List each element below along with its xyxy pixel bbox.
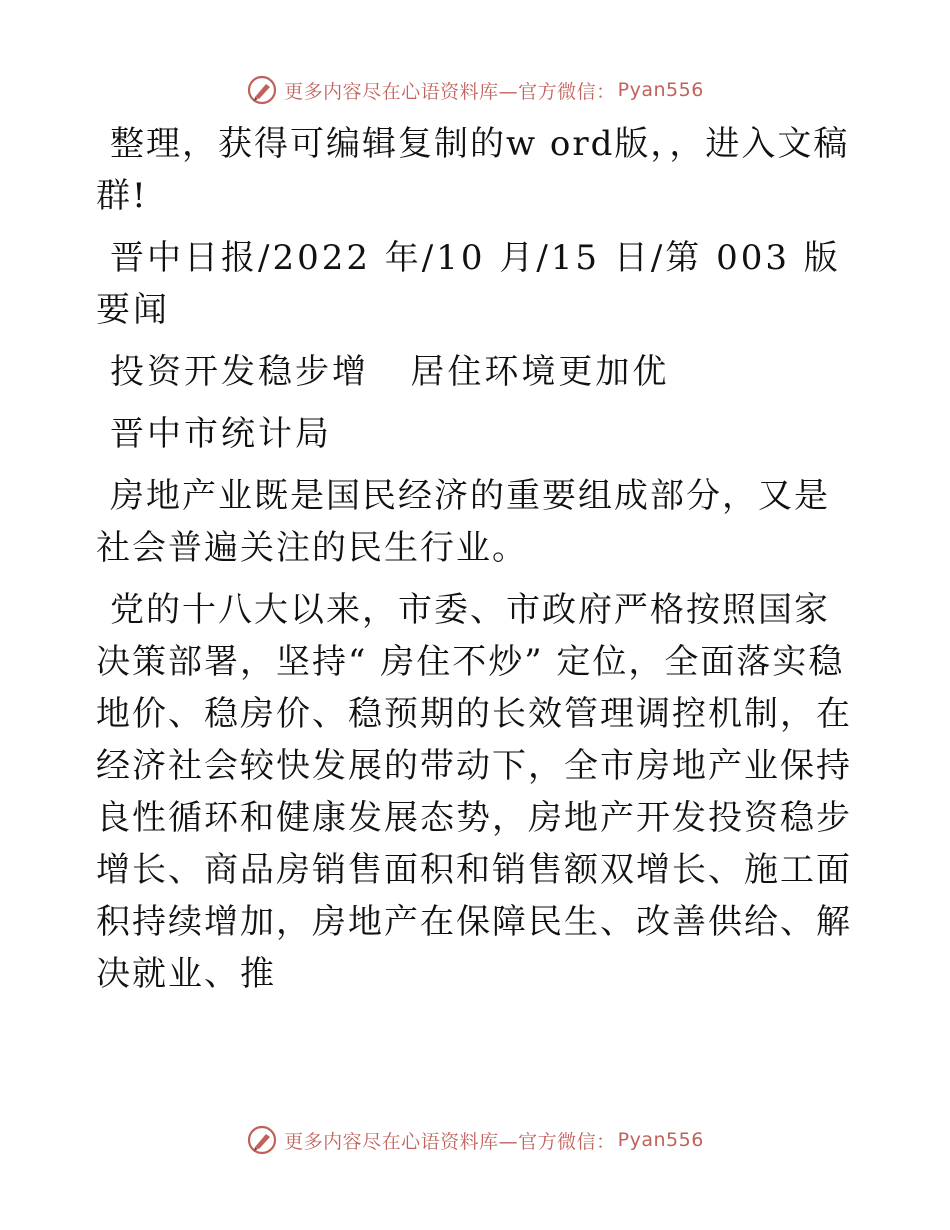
watermark-banner-bottom	[0, 1120, 950, 1160]
watermark-text: 更多内容尽在心语资料库—官方微信：	[284, 80, 616, 103]
document-body	[96, 118, 852, 1010]
paragraph-body: 党的十八大以来，市委、市政府严格按照国家决策部署，坚持“ 房住不炒” 定位，全面落实稳地价、稳房价、稳预期的长效管理调控机制，在经济社会较快发展的带动下，全市房地产业保持良性循环和健康发展态势，房地产开发投资稳步增长、商品房销售面积和销售额双增长、施工面积持续增加，房地产在保障民生、改善供给、解决就业、推	[96, 590, 852, 994]
pen-logo-icon	[246, 74, 278, 106]
paragraph-note: 整理，获得可编辑复制的w ord版，，进入文稿群!	[96, 124, 850, 216]
watermark-text: 更多内容尽在心语资料库—官方微信：	[284, 1130, 616, 1153]
watermark-banner-top	[0, 70, 950, 110]
paragraph-intro: 房地产业既是国民经济的重要组成部分，又是社会普遍关注的民生行业。	[96, 476, 830, 568]
watermark-wechat-id: Pyan556	[617, 79, 704, 101]
watermark-wechat-id: Pyan556	[617, 1129, 704, 1151]
article-author: 晋中市统计局	[110, 414, 332, 454]
article-title: 投资开发稳步增 居住环境更加优	[110, 352, 670, 392]
pen-logo-icon	[246, 1124, 278, 1156]
paragraph-source: 晋中日报/2022 年/10 月/15 日/第 003 版要闻	[96, 238, 841, 330]
